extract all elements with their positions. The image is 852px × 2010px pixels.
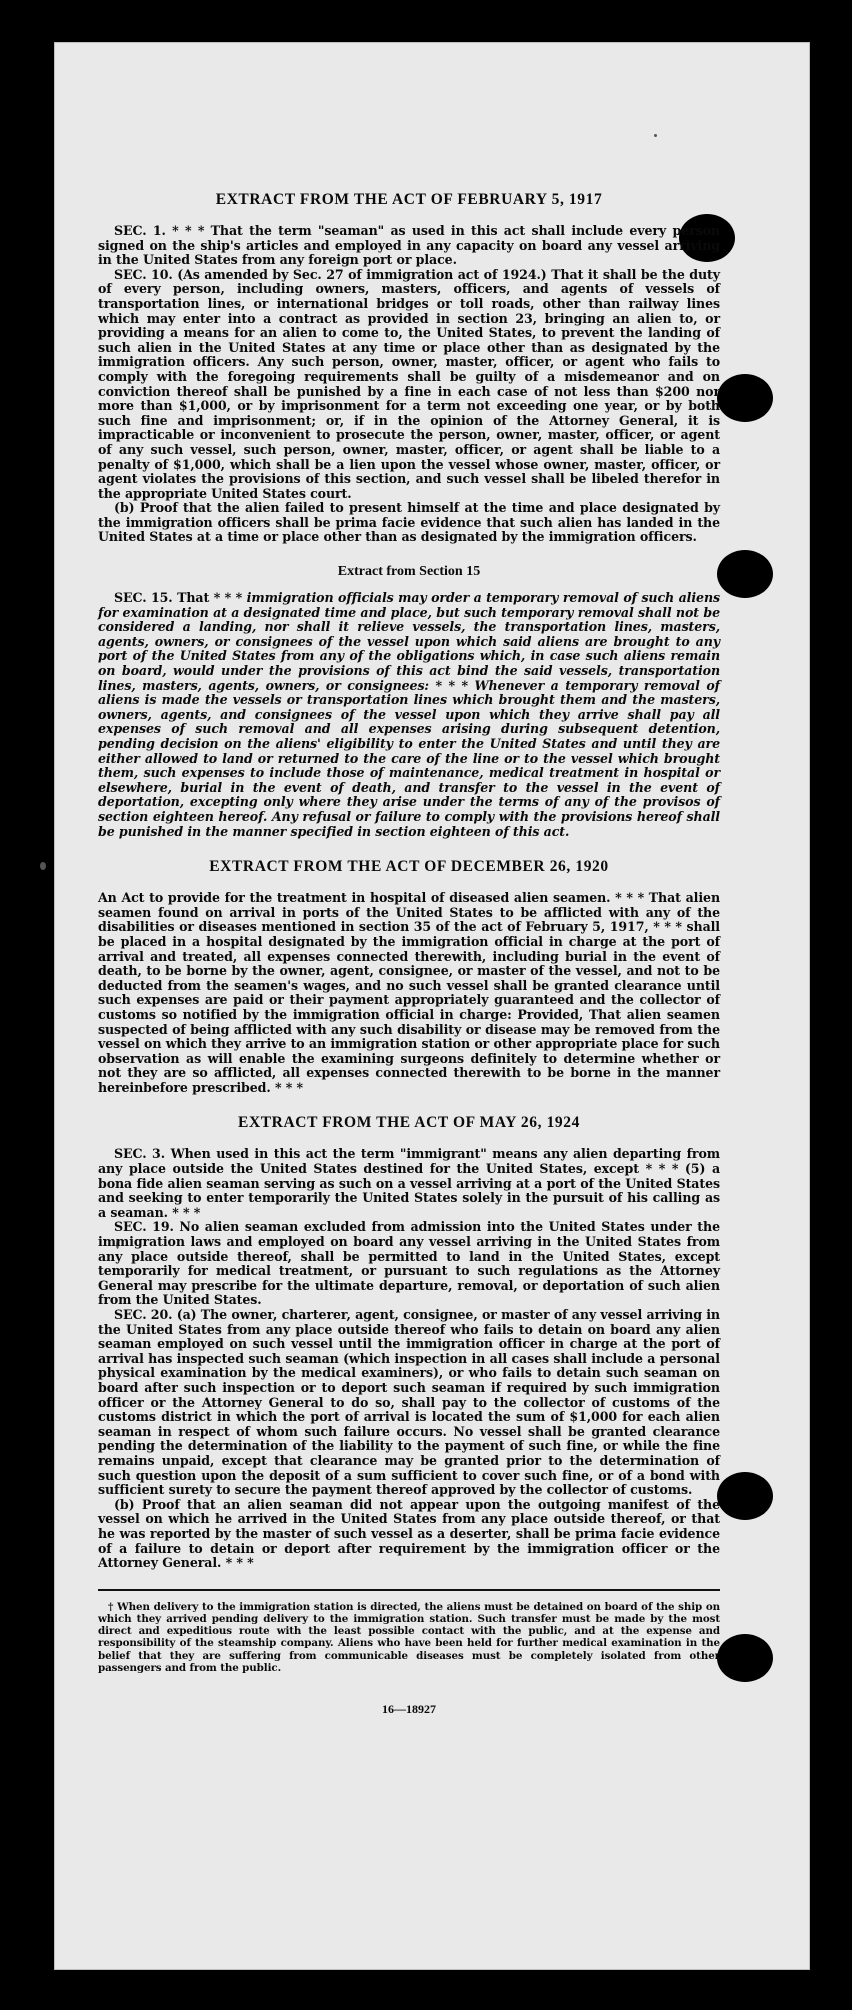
section-heading: EXTRACT FROM THE ACT OF MAY 26, 1924 <box>238 1114 580 1132</box>
scan-speck <box>654 134 657 137</box>
punch-hole <box>717 1472 773 1520</box>
section-heading: EXTRACT FROM THE ACT OF DECEMBER 26, 1920 <box>209 858 609 876</box>
paragraph-sec-10b: (b) Proof that the alien failed to present himself at the time and place designated by the immigration officers shall be prima facie evidence that such alien has landed in the United States at a time or place other than as designated by the immigration officers. <box>98 500 720 545</box>
paragraph-sec-15 <box>98 591 720 839</box>
section-act-1924 <box>98 1113 720 1570</box>
punch-hole <box>717 1634 773 1682</box>
paragraph-sec-19: SEC. 19. No alien seaman excluded from admission into the United States under the immigration laws and employed on board any vessel arriving in the United States from any place outside thereof, shall be permitted to land in the United States, except temporarily for medical treatment, or pursuant to such regulations as the Attorney General may prescribe for the ultimate departure, removal, or deportation of such alien from the United States. <box>98 1219 720 1308</box>
punch-hole <box>717 374 773 422</box>
section-heading: Extract from Section 15 <box>337 564 481 580</box>
scan-speck <box>40 862 46 870</box>
section-act-1917 <box>98 190 720 545</box>
paragraph-sec-3: SEC. 3. When used in this act the term "immigrant" means any alien departing from any place outside the United States destined for the United States, except * * * (5) a bona fide alien seaman serving as such on a vessel arriving at a port of the United States and seeking to enter temporarily the United States solely in the pursuit of his calling as a seaman. * * * <box>98 1146 720 1220</box>
paragraph-act-1920: An Act to provide for the treatment in hospital of diseased alien seamen. * * * That alien seamen found on arrival in ports of the United States to be afflicted with any of the disabilities or diseases mentioned in section 35 of the act of February 5, 1917, * * * shall be placed in a hospital designated by the immigration official in charge at the port of arrival and treated, all expenses connected therewith, including burial in the event of death, to be borne by the owner, agent, consignee, or master of the vessel, and not to be deducted from the seamen's wages, and no such vessel shall be granted clearance until such expenses are paid or their payment appropriately guaranteed and the collector of customs so notified by the immigration official in charge: Provided, That alien seamen suspected of being afflicted with any such disability or disease may be removed from the vessel on which they arrive to an immigration station or other appropriate place for such observation as will enable the examining surgeons definitely to determine whether or not they are so afflicted, all expenses connected therewith to be borne in the manner hereinbefore prescribed. * * * <box>98 890 720 1095</box>
sec-15-lead: SEC. 15. That * * * <box>114 590 243 606</box>
paragraph-sec-10: SEC. 10. (As amended by Sec. 27 of immigration act of 1924.) That it shall be the duty of every person, including owners, masters, officers, and agents of vessels of transportation lines, or international bridges or toll roads, other than railway lines which may enter into a contract as provided in section 23, bringing an alien to, or providing a means for an alien to come to, the United States, to prevent the landing of such alien in the United States at any time or place other than as designated by the immigration officers. Any such person, owner, master, officer, or agent who fails to comply with the foregoing requirements shall be guilty of a misdemeanor and on conviction thereof shall be punished by a fine in each case of not less than $200 nor more than $1,000, or by imprisonment for a term not exceeding one year, or by both such fine and imprisonment; or, if in the opinion of the Attorney General, it is impracticable or inconvenient to prosecute the person, owner, master, officer, or agent of any such vessel, such person, owner, master, officer, or agent shall be liable to a penalty of $1,000, which shall be a lien upon the vessel whose owner, master, officer, or agent violates the provisions of this section, and such vessel shall be libeled therefor in the appropriate United States court. <box>98 266 720 501</box>
section-act-1920 <box>98 857 720 1095</box>
paragraph-sec-1: SEC. 1. * * * That the term "seaman" as used in this act shall include every person signed on the ship's articles and employed in any capacity on board any vessel arriving in the United States from any foreign port or place. <box>98 223 720 268</box>
footnote-divider <box>98 1589 720 1591</box>
footnote: † When delivery to the immigration station is directed, the aliens must be detained on board of the ship on which they arrived pending delivery to the immigration station. Such transfer must be made by the most direct and expeditious route with the least possible contact with the public, and at the expense and responsibility of the steamship company. Aliens who have been held for further medical examination in the belief that they are suffering from communicable diseases must be completely isolated from other passengers and from the public. <box>98 1600 720 1674</box>
form-code: 16—18927 <box>382 1701 436 1716</box>
paragraph-sec-20a: SEC. 20. (a) The owner, charterer, agent, consignee, or master of any vessel arriving in the United States from any place outside thereof who fails to detain on board any alien seaman employed on such vessel until the immigration officer in charge at the port of arrival has inspected such seaman (which inspection in all cases shall include a personal physical examination by the medical examiners), or who fails to detain such seaman on board after such inspection or to deport such seaman if required by such immigration officer or the Attorney General to do so, shall pay to the collector of customs of the customs district in which the port of arrival is located the sum of $1,000 for each alien seaman in respect of whom such failure occurs. No vessel shall be granted clearance pending the determination of the liability to the payment of such fine, or while the fine remains unpaid, except that clearance may be granted prior to the determination of such question upon the deposit of a sum sufficient to cover such fine, or of a bond with sufficient surety to secure the payment thereof approved by the collector of customs. <box>98 1307 720 1498</box>
punch-hole <box>717 550 773 598</box>
sec-15-italic-text: immigration officials may order a temporary removal of such aliens for examination at a designated time and place, but such temporary removal shall not be considered a landing, nor shall it relieve vessels, the transportation lines, masters, agents, owners, or consignees of the vessel upon which said aliens are brought to any port of the United States from any of the obligations which, in case such aliens remain on board, would under the provisions of this act bind the said vessels, transportation lines, masters, agents, owners, or consignees: * * * Whenever a temporary removal of aliens is made the vessels or transportation lines which brought them and the masters, owners, agents, and consignees of the vessel upon which they arrive shall pay all expenses of such removal and all expenses arising during subsequent detention, pending decision on the aliens' eligibility to enter the United States and until they are either allowed to land or returned to the care of the line or to the vessel which brought them, such expenses to include those of maintenance, medical treatment in hospital or elsewhere, burial in the event of death, and transfer to the vessel in the event of deportation, excepting only where they arise under the terms of any of the provisos of section eighteen hereof. Any refusal or failure to comply with the provisions hereof shall be punished in the manner specified in section eighteen of this act. <box>98 590 720 839</box>
paragraph-sec-20b: (b) Proof that an alien seaman did not appear upon the outgoing manifest of the vessel on which he arrived in the United States from any place outside thereof, or that he was reported by the master of such vessel as a deserter, shall be prima facie evidence of a failure to detain or deport after requirement by the immigration officer or the Attorney General. * * * <box>98 1496 720 1571</box>
section-heading: EXTRACT FROM THE ACT OF FEBRUARY 5, 1917 <box>215 191 603 208</box>
section-extract-15 <box>98 563 720 839</box>
document-text <box>98 190 720 1717</box>
